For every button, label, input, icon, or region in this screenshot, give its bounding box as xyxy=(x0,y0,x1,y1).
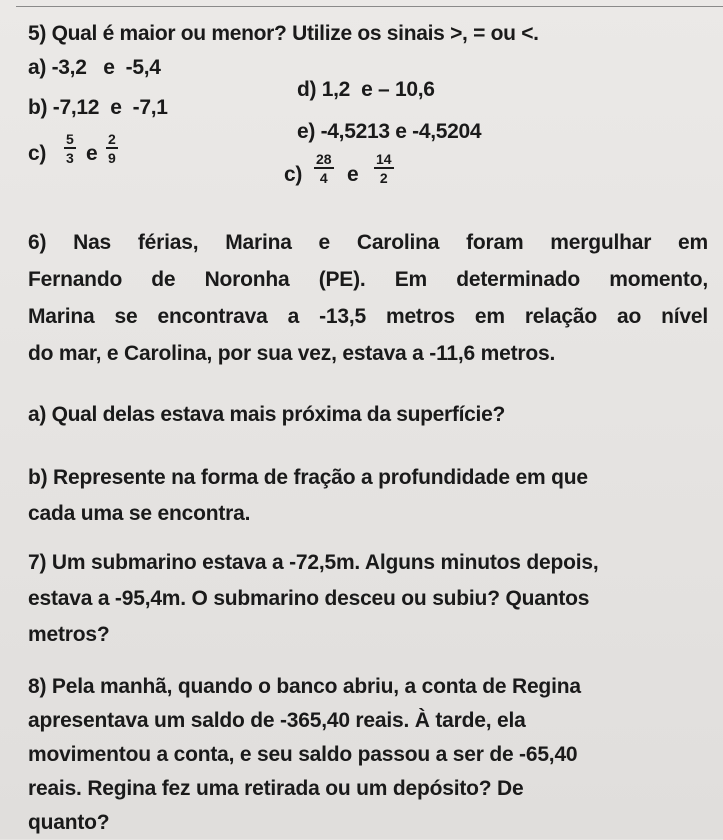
q8-line: reais. Regina fez uma retirada ou um depósito? De xyxy=(28,777,524,800)
fraction-denominator: 2 xyxy=(379,170,388,186)
q6-b-line: b) Represente na forma de fração a profundidade em que xyxy=(28,466,588,489)
q5-item-d: d) 1,2 e – 10,6 xyxy=(297,78,435,101)
q8-line: quanto? xyxy=(28,811,110,834)
q6-statement xyxy=(28,224,708,372)
fraction-numerator: 2 xyxy=(108,131,116,147)
q6-line: Marina se encontrava a -13,5 metros em relação ao nível xyxy=(28,305,708,328)
top-rule xyxy=(16,6,723,7)
q8-line: movimentou a conta, e seu saldo passou a ser de -65,40 xyxy=(28,743,578,766)
q5-item-c2-right-fraction xyxy=(374,152,394,185)
q6-item-a: a) Qual delas estava mais próxima da superfície? xyxy=(28,403,505,426)
q5-item-e: e) -4,5213 e -4,5204 xyxy=(297,120,482,143)
q5-item-a: a) -3,2 e -5,4 xyxy=(28,56,161,79)
q5-item-c2-label: c) xyxy=(284,163,303,186)
q5-title: 5) Qual é maior ou menor? Utilize os sinais >, = ou <. xyxy=(28,22,539,45)
fraction-denominator: 4 xyxy=(319,170,328,186)
q8-line: 8) Pela manhã, quando o banco abriu, a conta de Regina xyxy=(28,675,581,698)
q8-line: apresentava um saldo de -365,40 reais. À tarde, ela xyxy=(28,709,526,732)
q7-line: 7) Um submarino estava a -72,5m. Alguns minutos depois, xyxy=(28,551,599,574)
q8-statement xyxy=(28,670,708,840)
fraction-numerator: 5 xyxy=(66,131,74,147)
q5-item-c-label: c) xyxy=(28,142,47,165)
q7-line: estava a -95,4m. O submarino desceu ou subiu? Quantos xyxy=(28,587,590,610)
q7-statement xyxy=(28,545,708,653)
q5-item-c-right-fraction xyxy=(106,132,118,165)
q5-item-b: b) -7,12 e -7,1 xyxy=(28,96,168,119)
q6-line: do mar, e Carolina, por sua vez, estava a -11,6 metros. xyxy=(28,342,556,365)
q5-item-c2-e: e xyxy=(347,163,359,186)
q5-item-c-e: e xyxy=(86,142,98,165)
fraction-denominator: 3 xyxy=(66,150,74,166)
fraction-numerator: 28 xyxy=(316,151,332,167)
q6-line: 6) Nas férias, Marina e Carolina foram mergulhar em xyxy=(28,231,708,254)
q5-item-c-left-fraction xyxy=(64,132,76,165)
fraction-denominator: 9 xyxy=(108,150,116,166)
q6-line: Fernando de Noronha (PE). Em determinado momento, xyxy=(28,268,708,291)
q7-line: metros? xyxy=(28,623,110,646)
q6-b-line: cada uma se encontra. xyxy=(28,502,251,525)
q6-item-b xyxy=(28,460,708,532)
q5-item-c2-left-fraction xyxy=(314,152,334,185)
fraction-numerator: 14 xyxy=(376,151,392,167)
